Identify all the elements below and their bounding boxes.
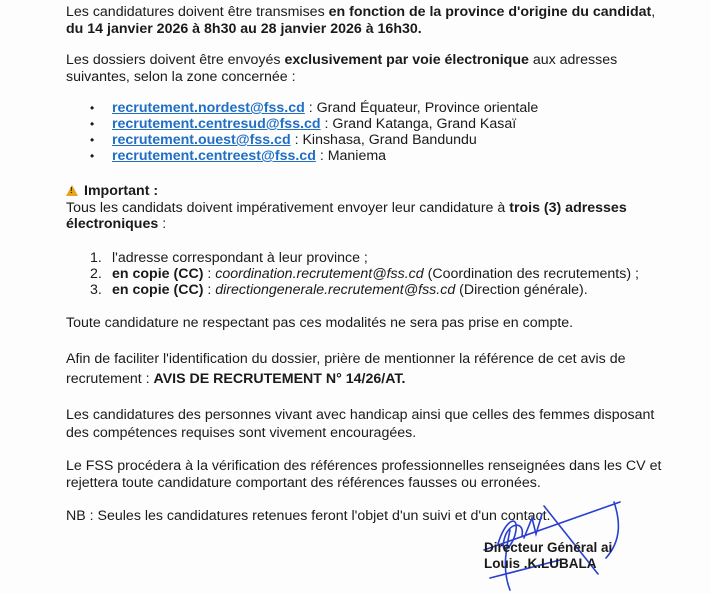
submission-period: du 14 janvier 2026 à 8h30 au 28 janvier 2026 à 16h30. — [66, 20, 422, 37]
email-link-centresud[interactable]: recrutement.centresud@fss.cd — [112, 116, 321, 132]
signatory-title: Directeur Général ai — [484, 540, 613, 555]
warning-icon — [66, 185, 78, 196]
paragraph-verification: Le FSS procédera à la vérification des références professionnelles renseignées dans les CV et rejettera toute candidature comportant des références fausses ou erronées. — [66, 458, 662, 491]
list-item: • recrutement.centreest@fss.cd : Maniema — [90, 148, 387, 164]
cc-email-direction: directiongenerale.recrutement@fss.cd — [215, 282, 456, 298]
paragraph-nb: NB : Seules les candidatures retenues feront l'objet d'un suivi et d'un contact. — [66, 508, 551, 524]
province-criteria: en fonction de la province d'origine du candidat — [328, 4, 652, 20]
important-section: !Important : Tous les candidats doivent impérativement envoyer leur candidature à trois (3) adresses électroniques : — [66, 183, 666, 233]
paragraph-dossiers: Les dossiers doivent être envoyés exclusivement par voie électronique aux adresses suivantes, selon la zone concernée : — [66, 52, 618, 85]
paragraph-handicap: Les candidatures des personnes vivant avec handicap ainsi que celles des femmes disposant des compétences requises sont vivement encouragées. — [66, 407, 655, 441]
bullet-icon: • — [90, 133, 95, 147]
email-link-ouest[interactable]: recrutement.ouest@fss.cd — [112, 132, 291, 148]
list-item: 3. en copie (CC) : directiongenerale.recrutement@fss.cd (Direction générale). — [90, 282, 588, 298]
bullet-icon: • — [90, 149, 95, 163]
cc-email-coordination: coordination.recrutement@fss.cd — [215, 266, 424, 282]
bullet-icon: • — [90, 101, 95, 115]
list-item: • recrutement.nordest@fss.cd : Grand Équateur, Province orientale — [90, 100, 539, 116]
steps-list — [90, 250, 639, 298]
important-heading: !Important : — [66, 183, 158, 199]
paragraph-reference: Afin de faciliter l'identification du dossier, prière de mentionner la référence de cet avis de recrutement : AVIS DE RECRUTEMENT N° 14/26/AT. — [66, 351, 626, 387]
list-item: • recrutement.ouest@fss.cd : Kinshasa, Grand Bandundu — [90, 132, 477, 148]
signatory-name: Louis .K.LUBALA — [484, 556, 597, 571]
paragraph-modalites: Toute candidature ne respectant pas ces modalités ne sera pas prise en compte. — [66, 315, 574, 331]
email-link-centreest[interactable]: recrutement.centreest@fss.cd — [112, 148, 316, 164]
email-link-nordest[interactable]: recrutement.nordest@fss.cd — [112, 100, 305, 116]
list-item: 1. l'adresse correspondant à leur province ; — [90, 250, 368, 266]
list-item: • recrutement.centresud@fss.cd : Grand Katanga, Grand Kasaï — [90, 116, 517, 132]
reference-number: AVIS DE RECRUTEMENT N° 14/26/AT. — [153, 371, 406, 387]
zone-email-list — [90, 100, 538, 164]
list-item: 2. en copie (CC) : coordination.recrutement@fss.cd (Coordination des recrutements) ; — [90, 266, 639, 282]
bullet-icon: • — [90, 117, 95, 131]
paragraph-transmission: Les candidatures doivent être transmises en fonction de la province d'origine du candidat, du 14 janvier 2026 à 8h30 au 28 janvier 2026 à 16h30. — [66, 4, 656, 37]
